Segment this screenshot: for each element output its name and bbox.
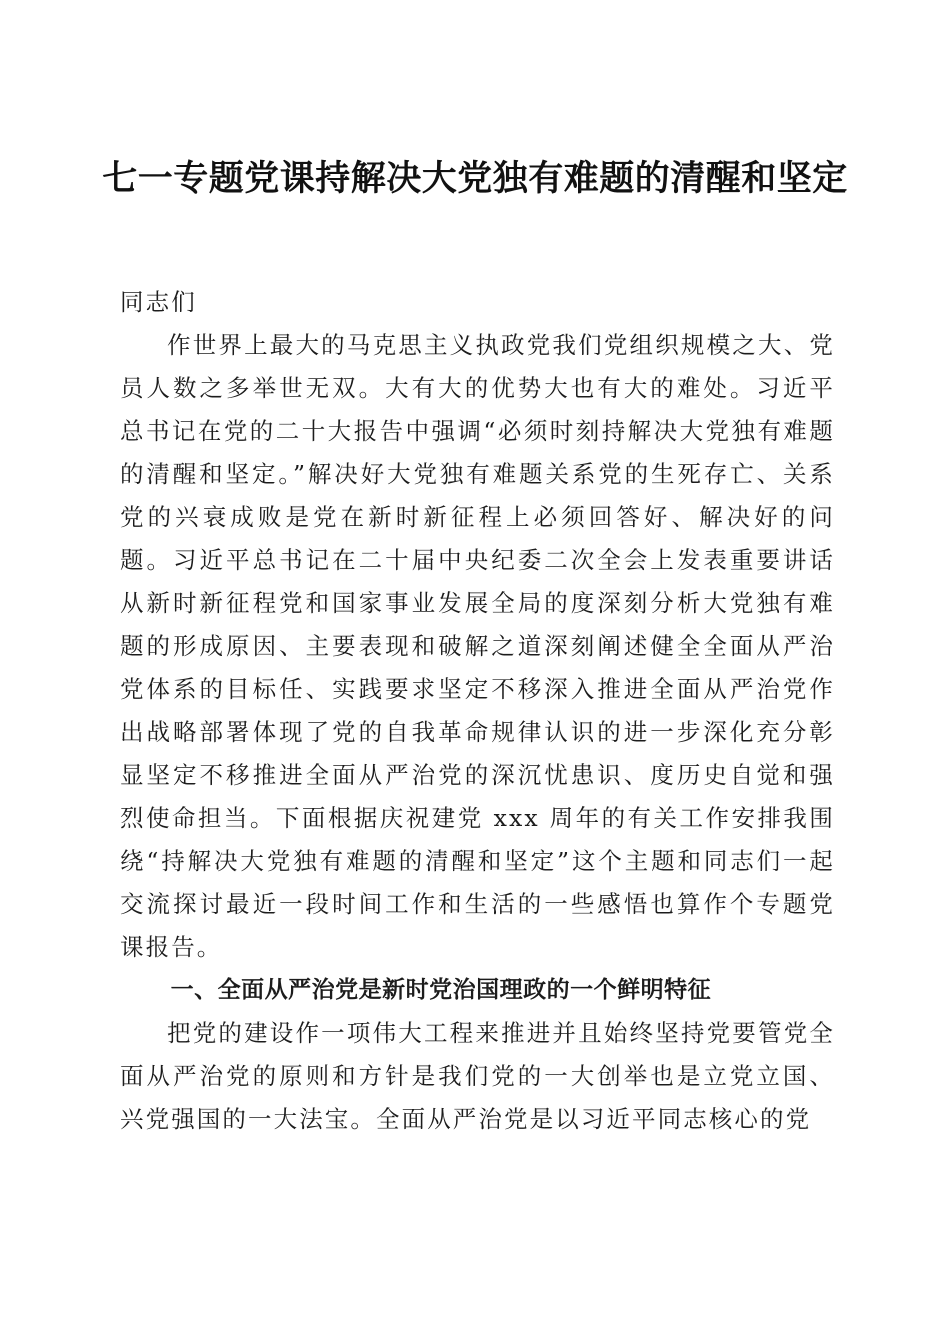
document-title: 七一专题党课持解决大党独有难题的清醒和坚定	[102, 158, 848, 200]
document-body	[120, 281, 835, 1141]
salutation: 同志们	[120, 288, 197, 316]
intro-paragraph: 作世界上最大的马克思主义执政党我们党组织规模之大、党员人数之多举世无双。大有大的优势大也有大的难处。习近平总书记在党的二十大报告中强调“必须时刻持解决大党独有难题的清醒和坚定。”解决好大党独有难题关系党的生死存亡、关系党的兴衰成败是党在新时新征程上必须回答好、解决好的问题。习近平总书记在二十届中央纪委二次全会上发表重要讲话从新时新征程党和国家事业发展全局的度深刻分析大党独有难题的形成原因、主要表现和破解之道深刻阐述健全全面从严治党体系的目标任、实践要求坚定不移深入推进全面从严治党作出战略部署体现了党的自我革命规律认识的进一步深化充分彰显坚定不移推进全面从严治党的深沉忧患识、度历史自觉和强烈使命担当。下面根据庆祝建党 xxx 周年的有关工作安排我围绕“持解决大党独有难题的清醒和坚定”这个主题和同志们一起交流探讨最近一段时间工作和生活的一些感悟也算作个专题党课报告。	[120, 331, 835, 961]
section-heading-1: 一、全面从严治党是新时党治国理政的一个鲜明特征	[170, 977, 712, 1003]
section-1-paragraph: 把党的建设作一项伟大工程来推进并且始终坚持党要管党全面从严治党的原则和方针是我们党的一大创举也是立党立国、兴党强国的一大法宝。全面从严治党是以习近平同志核心的党	[120, 1019, 835, 1133]
